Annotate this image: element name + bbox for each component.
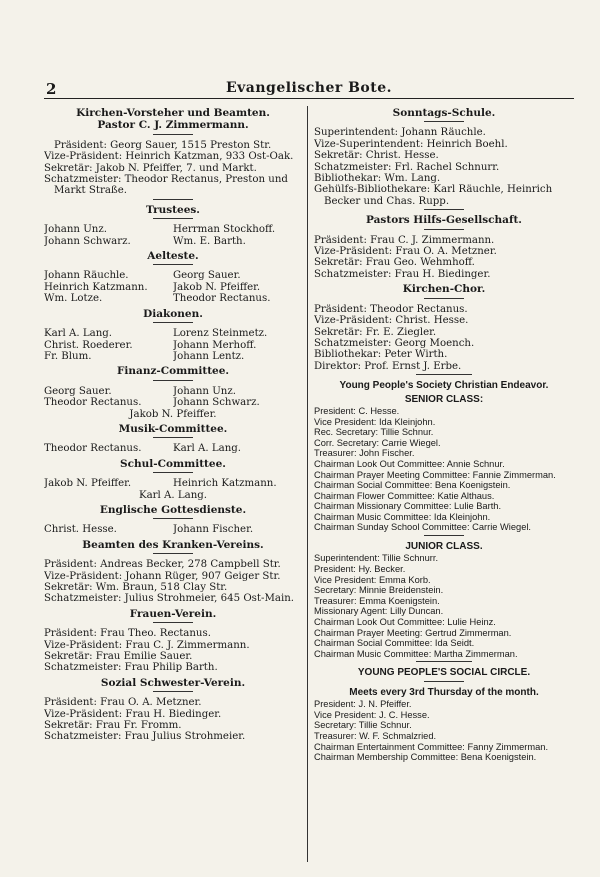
rule — [153, 472, 193, 473]
list-row — [44, 236, 302, 247]
list-item: Chairman Membership Committee: Bena Koenigstein. — [314, 752, 537, 763]
section-subheading: Pastor C. J. Zimmermann. — [97, 119, 249, 132]
list-row — [44, 386, 302, 397]
section-heading: JUNIOR CLASS. — [405, 541, 483, 553]
list-item: Vice President: J. C. Hesse. — [314, 709, 430, 720]
list-row — [44, 397, 302, 408]
section-heading: YOUNG PEOPLE'S SOCIAL CIRCLE. — [357, 667, 531, 679]
list-item: Sekretär: Frau Fr. Fromm. — [44, 720, 182, 732]
list-item: Treasurer: John Fischer. — [314, 448, 415, 459]
list-item: President: Hy. Becker. — [314, 564, 406, 575]
page-title: Evangelischer Bote. — [225, 80, 393, 96]
list-item: Präsident: Andreas Becker, 278 Campbell Str. — [44, 559, 281, 571]
endeavor-junior-list — [314, 553, 574, 659]
list-item: Chairman Missionary Committee: Lulie Barth. — [314, 501, 502, 512]
section-heading: Diakonen. — [143, 307, 203, 320]
list-item: Sekretär: Jakob N. Pfeiffer, 7. und Markt. — [44, 162, 257, 174]
list-item: President: C. Hesse. — [314, 405, 400, 416]
rule — [153, 437, 193, 438]
list-item: Schatzmeister: Frau Philip Barth. — [44, 662, 218, 674]
list-item: Johann Lentz. — [173, 350, 245, 362]
list-item: Jakob N. Pfeiffer. — [129, 408, 217, 420]
list-item: Präsident: Theodor Rectanus. — [314, 303, 468, 315]
list-item: Karl A. Lang. — [138, 489, 208, 501]
list-item: Chairman Sunday School Committee: Carrie Wiegel. — [314, 522, 532, 533]
list-item: Chairman Social Committee: Bena Koenigstein. — [314, 480, 511, 491]
list-item: Vize-Präsident: Johann Rüger, 907 Geiger Str. — [44, 570, 281, 582]
page — [44, 80, 574, 860]
section-heading: Beamten des Kranken-Vereins. — [82, 538, 264, 551]
list-item: Johann Schwarz. — [44, 235, 131, 247]
list-item: Secretary: Minnie Breidenstein. — [314, 585, 444, 596]
list-item: Rec. Secretary: Tillie Schnur. — [314, 427, 434, 438]
list-item: Treasurer: W. F. Schmalzried. — [314, 731, 437, 741]
rule — [153, 553, 193, 554]
rule — [153, 518, 193, 519]
rule — [153, 264, 193, 265]
section-heading: Frauen-Verein. — [129, 607, 217, 620]
list-item: Vize-Präsident: Christ. Hesse. — [314, 315, 469, 327]
list-item: Chairman Social Committee: Ida Seidt. — [314, 638, 475, 649]
list-item: Bibliothekar: Wm. Lang. — [314, 173, 441, 185]
list-item: Schatzmeister: Frau H. Biedinger. — [314, 268, 491, 280]
list-item: Vice President: Emma Korb. — [314, 574, 431, 585]
rule — [424, 121, 464, 122]
rule — [153, 380, 193, 381]
rule — [424, 681, 464, 682]
list-row — [44, 443, 302, 454]
list-item: Präsident: Frau O. A. Metzner. — [44, 697, 202, 709]
rule — [424, 209, 464, 210]
list-item: Chairman Look Out Committee: Annie Schnur. — [314, 458, 505, 469]
list-item: Theodor Rectanus. — [173, 293, 271, 305]
list-item: Vize-Präsident: Heinrich Katzman, 933 Ost-Oak. — [44, 151, 294, 163]
rule — [424, 298, 464, 299]
section-heading: Kirchen-Chor. — [402, 283, 486, 296]
list-item: Heinrich Katzmann. — [173, 478, 277, 490]
list-item: Theodor Rectanus. — [44, 443, 142, 455]
list-item: Secretary: Tillie Schnur. — [314, 720, 412, 731]
list-row — [44, 340, 302, 351]
list-item: Schatzmeister: Georg Moench. — [314, 337, 475, 349]
list-item: Corr. Secretary: Carrie Wiegel. — [314, 437, 441, 448]
list-row — [44, 524, 302, 535]
list-item: Vice President: Ida Kleinjohn. — [314, 416, 436, 427]
list-item: Treasurer: Emma Koenigstein. — [314, 595, 440, 606]
rule — [153, 691, 193, 692]
list-item: Missionary Agent: Lilly Duncan. — [314, 606, 444, 617]
section-heading: Aelteste. — [147, 250, 199, 263]
list-item: Wm. E. Barth. — [173, 235, 246, 247]
list-item: Wm. Lotze. — [44, 293, 103, 305]
page-number: 2 — [46, 80, 57, 98]
list-item: Heinrich Katzmann. — [44, 281, 148, 293]
list-row — [44, 478, 302, 489]
right-column — [314, 108, 574, 763]
section-heading: Kirchen-Vorsteher und Beamten. — [76, 107, 270, 119]
column-divider — [307, 106, 308, 862]
list-item: Vize-Präsident: Frau C. J. Zimmermann. — [44, 639, 250, 651]
list-item: Chairman Look Out Committee: Lulie Heinz. — [314, 617, 496, 628]
list-item: Direktor: Prof. Ernst J. Erbe. — [314, 360, 462, 372]
list-item: Johann Unz. — [173, 385, 236, 397]
list-item: Jakob N. Pfeiffer. — [44, 478, 132, 490]
list-item: Johann Merhoff. — [173, 339, 257, 351]
list-item: Johann Schwarz. — [173, 397, 260, 409]
list-item: Herrman Stockhoff. — [173, 224, 276, 236]
section-heading: Sonntags-Schule. — [392, 107, 496, 119]
list-item: Sekretär: Frau Emilie Sauer. — [44, 651, 193, 663]
list-item: Vize-Präsident: Frau H. Biedinger. — [44, 708, 222, 720]
list-item: Chairman Flower Committee: Katie Althaus. — [314, 490, 495, 501]
list-item: Jakob N. Pfeiffer. — [173, 281, 261, 293]
section-subheading: SENIOR CLASS: — [404, 393, 484, 405]
list-row — [44, 282, 302, 293]
list-row — [44, 351, 302, 362]
list-item: Präsident: Georg Sauer, 1515 Preston Str. — [54, 139, 272, 151]
list-item: Christ. Roederer. — [44, 339, 133, 351]
list-item: Chairman Music Committee: Ida Kleinjohn. — [314, 511, 491, 522]
list-item: Christ. Hesse. — [44, 524, 117, 536]
list-item: Sekretär: Christ. Hesse. — [314, 150, 439, 162]
list-item: Schatzmeister: Theodor Rectanus, Preston und Markt Straße. — [44, 174, 288, 197]
section-heading: Young People's Society Christian Endeavor. — [339, 380, 549, 392]
list-item: Chairman Prayer Meeting: Gertrud Zimmerman. — [314, 627, 512, 638]
left-column — [44, 108, 302, 743]
list-row — [44, 328, 302, 339]
rule — [153, 218, 193, 219]
list-item: Vize-Präsident: Frau O. A. Metzner. — [314, 246, 497, 258]
list-item: Schatzmeister: Julius Strohmeier, 645 Ost-Main. — [44, 593, 295, 605]
list-row — [44, 224, 302, 235]
list-item: Theodor Rectanus. — [44, 397, 142, 409]
list-item: Chairman Music Committee: Martha Zimmerman. — [314, 648, 518, 659]
list-item: Schatzmeister: Frau Julius Strohmeier. — [44, 731, 246, 743]
list-item: Chairman Prayer Meeting Committee: Fannie Zimmerman. — [314, 469, 556, 480]
list-item: Gehülfs-Bibliothekare: Karl Räuchle, Heinrich Becker und Chas. Rupp. — [314, 184, 553, 207]
page-header — [44, 80, 574, 99]
list-item: Präsident: Frau C. J. Zimmermann. — [314, 234, 495, 246]
rule — [153, 322, 193, 323]
list-item: Superintendent: Johann Räuchle. — [314, 127, 486, 139]
list-item: Johann Räuchle. — [44, 270, 129, 282]
rule — [424, 229, 464, 230]
list-item: President: J. N. Pfeiffer. — [314, 699, 412, 710]
list-item: Bibliothekar: Peter Wirth. — [314, 349, 448, 361]
endeavor-senior-list — [314, 406, 574, 533]
section-heading: Englische Gottesdienste. — [99, 503, 247, 516]
section-heading: Pastors Hilfs-Gesellschaft. — [366, 214, 522, 227]
section-heading: Schul-Committee. — [120, 457, 226, 470]
list-item: Schatzmeister: Frl. Rachel Schnurr. — [314, 161, 500, 173]
list-item: Sekretär: Fr. E. Ziegler. — [314, 326, 437, 338]
list-item: Georg Sauer. — [44, 385, 112, 397]
list-item: Vize-Superintendent: Heinrich Boehl. — [314, 138, 508, 150]
list-item: Johann Unz. — [44, 224, 107, 236]
list-item: Karl A. Lang. — [44, 328, 113, 340]
section-subheading: Meets every 3rd Thursday of the month. — [349, 686, 539, 698]
list-item: Georg Sauer. — [173, 270, 241, 282]
section-heading: Sozial Schwester-Verein. — [100, 676, 246, 689]
list-item: Chairman Entertainment Committee: Fanny Zimmerman. — [314, 741, 549, 752]
list-item: Johann Fischer. — [173, 524, 254, 536]
list-item: Präsident: Frau Theo. Rectanus. — [44, 628, 211, 640]
list-item: Superintendent: Tillie Schnurr. — [314, 553, 439, 564]
section-heading: Trustees. — [146, 203, 200, 216]
rule — [153, 199, 193, 200]
rule — [153, 134, 193, 135]
list-item: Lorenz Steinmetz. — [173, 328, 268, 340]
list-item: Karl A. Lang. — [173, 443, 242, 455]
list-row — [44, 293, 302, 304]
rule — [424, 535, 464, 536]
list-item: Sekretär: Wm. Braun, 518 Clay Str. — [44, 582, 228, 593]
social-circle-list — [314, 699, 574, 763]
list-item: Sekretär: Frau Geo. Wehmhoff. — [314, 257, 475, 269]
list-item: Fr. Blum. — [44, 350, 92, 362]
rule — [416, 374, 472, 375]
section-heading: Finanz-Committee. — [116, 365, 230, 378]
rule — [416, 661, 472, 662]
section-heading: Musik-Committee. — [118, 422, 228, 435]
list-row — [44, 270, 302, 281]
rule — [153, 622, 193, 623]
